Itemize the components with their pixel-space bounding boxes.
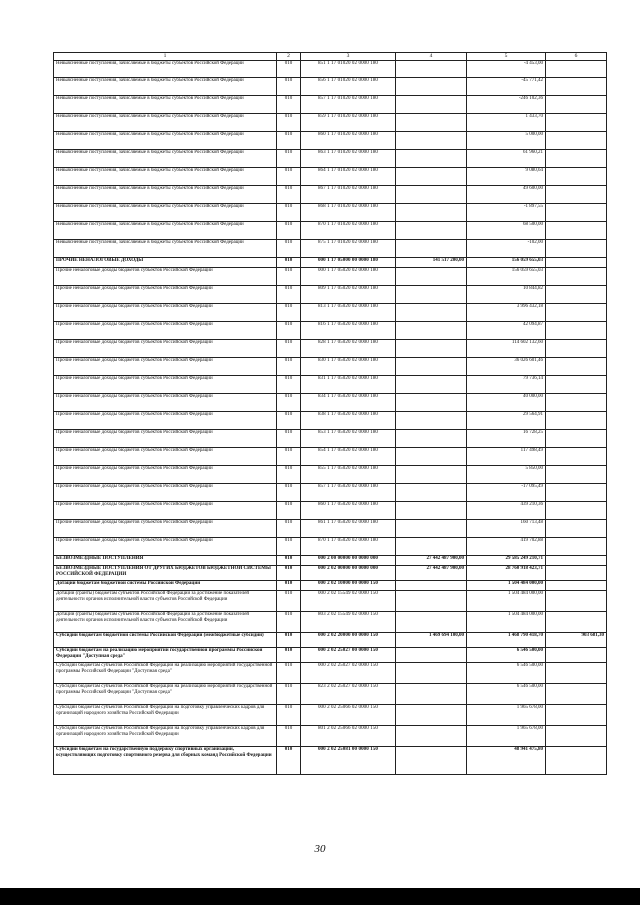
- row-unexecuted-amount: [546, 705, 607, 726]
- row-unexecuted-amount: [546, 150, 607, 168]
- row-description: Прочие неналоговые доходы бюджетов субъектов Российской Федерации: [54, 412, 277, 430]
- row-executed-amount: 156 059 655,03: [467, 258, 546, 268]
- row-line-code: 010: [277, 204, 301, 222]
- row-unexecuted-amount: [546, 566, 607, 581]
- row-budget-code: 000 2 02 10000 00 0000 150: [301, 581, 396, 591]
- row-budget-code: 864 1 17 01020 02 0000 180: [301, 168, 396, 186]
- table-row: [54, 538, 607, 556]
- table-row: [54, 204, 607, 222]
- row-approved-amount: [396, 663, 467, 684]
- row-executed-amount: 5 850,00: [467, 466, 546, 484]
- table-row: [54, 520, 607, 538]
- row-approved-amount: [396, 61, 467, 78]
- table-row: [54, 581, 607, 591]
- row-approved-amount: [396, 520, 467, 538]
- row-budget-code: 831 1 17 05020 02 0000 180: [301, 376, 396, 394]
- row-line-code: 010: [277, 394, 301, 412]
- row-executed-amount: 117 498,49: [467, 448, 546, 466]
- row-executed-amount: 68 500,00: [467, 222, 546, 240]
- row-budget-code: 867 1 17 01020 02 0000 180: [301, 186, 396, 204]
- row-approved-amount: 27 442 487 900,00: [396, 566, 467, 581]
- row-description: Прочие неналоговые доходы бюджетов субъектов Российской Федерации: [54, 466, 277, 484]
- row-line-code: 010: [277, 96, 301, 114]
- row-description: Невыясненные поступления, зачисляемые в бюджеты субъектов Российской Федерации: [54, 168, 277, 186]
- row-unexecuted-amount: [546, 204, 607, 222]
- row-line-code: 010: [277, 430, 301, 448]
- row-unexecuted-amount: [546, 684, 607, 705]
- row-approved-amount: [396, 340, 467, 358]
- row-unexecuted-amount: [546, 502, 607, 520]
- row-executed-amount: 5 000,00: [467, 132, 546, 150]
- row-unexecuted-amount: [546, 448, 607, 466]
- table-row: [54, 286, 607, 304]
- row-unexecuted-amount: [546, 322, 607, 340]
- table-row: [54, 484, 607, 502]
- row-approved-amount: [396, 648, 467, 663]
- row-description: Прочие неналоговые доходы бюджетов субъектов Российской Федерации: [54, 394, 277, 412]
- row-description: ПРОЧИЕ НЕНАЛОГОВЫЕ ДОХОДЫ: [54, 258, 277, 268]
- row-line-code: 010: [277, 612, 301, 633]
- row-approved-amount: [396, 394, 467, 412]
- row-unexecuted-amount: [546, 186, 607, 204]
- row-line-code: 010: [277, 240, 301, 258]
- row-unexecuted-amount: [546, 591, 607, 612]
- row-description: БЕЗВОЗМЕЗДНЫЕ ПОСТУПЛЕНИЯ ОТ ДРУГИХ БЮДЖЕТОВ БЮДЖЕТНОЙ СИСТЕМЫ РОССИЙСКОЙ ФЕДЕРАЦИИ: [54, 566, 277, 581]
- row-budget-code: 857 1 17 05020 02 0000 180: [301, 484, 396, 502]
- row-unexecuted-amount: [546, 747, 607, 775]
- row-executed-amount: 29 564,91: [467, 412, 546, 430]
- row-description: Прочие неналоговые доходы бюджетов субъектов Российской Федерации: [54, 376, 277, 394]
- row-line-code: 010: [277, 150, 301, 168]
- row-budget-code: 838 1 17 05020 02 0000 180: [301, 412, 396, 430]
- row-executed-amount: 1 965 678,00: [467, 726, 546, 747]
- row-budget-code: 868 1 17 01020 02 0000 180: [301, 204, 396, 222]
- row-unexecuted-amount: [546, 581, 607, 591]
- row-description: Невыясненные поступления, зачисляемые в бюджеты субъектов Российской Федерации: [54, 240, 277, 258]
- row-description: Прочие неналоговые доходы бюджетов субъектов Российской Федерации: [54, 268, 277, 286]
- row-approved-amount: 141 517 200,00: [396, 258, 467, 268]
- row-executed-amount: 1 504 484 000,00: [467, 581, 546, 591]
- row-unexecuted-amount: [546, 168, 607, 186]
- row-description: Прочие неналоговые доходы бюджетов субъектов Российской Федерации: [54, 286, 277, 304]
- row-line-code: 010: [277, 340, 301, 358]
- header-col-4: 4: [396, 53, 467, 61]
- row-approved-amount: [396, 376, 467, 394]
- row-executed-amount: 1 965 678,00: [467, 705, 546, 726]
- table-row: [54, 684, 607, 705]
- row-unexecuted-amount: [546, 412, 607, 430]
- table-row: [54, 726, 607, 747]
- row-unexecuted-amount: [546, 258, 607, 268]
- row-description: Субсидии бюджетам субъектов Российской Федерации на реализацию мероприятий государственной программы Российской Федерации "Доступная среда": [54, 684, 277, 705]
- row-approved-amount: [396, 150, 467, 168]
- row-description: Субсидии бюджетам субъектов Российской Федерации на реализацию мероприятий государственной программы Российской Федерации "Доступная среда": [54, 663, 277, 684]
- row-budget-code: 830 1 17 05020 02 0000 180: [301, 358, 396, 376]
- row-description: Субсидии бюджетам на государственную поддержку спортивных организаций, осуществляющих подготовку спортивного резерва для сборных команд Российской Федерации: [54, 747, 277, 775]
- table-row: [54, 240, 607, 258]
- table-body: [54, 53, 607, 775]
- row-unexecuted-amount: [546, 78, 607, 96]
- row-line-code: 010: [277, 466, 301, 484]
- row-approved-amount: [396, 705, 467, 726]
- row-approved-amount: [396, 304, 467, 322]
- row-executed-amount: 1 468 790 418,70: [467, 633, 546, 648]
- row-line-code: 010: [277, 556, 301, 566]
- table-row: [54, 96, 607, 114]
- row-budget-code: 801 2 02 25066 02 0000 150: [301, 726, 396, 747]
- row-line-code: 010: [277, 286, 301, 304]
- row-line-code: 010: [277, 538, 301, 556]
- row-approved-amount: [396, 684, 467, 705]
- row-executed-amount: 16 728,25: [467, 430, 546, 448]
- row-description: Прочие неналоговые доходы бюджетов субъектов Российской Федерации: [54, 484, 277, 502]
- row-description: Невыясненные поступления, зачисляемые в бюджеты субъектов Российской Федерации: [54, 61, 277, 78]
- row-unexecuted-amount: [546, 376, 607, 394]
- row-executed-amount: 6 546 500,00: [467, 648, 546, 663]
- row-line-code: 010: [277, 448, 301, 466]
- row-executed-amount: 6 546 500,00: [467, 663, 546, 684]
- row-executed-amount: 28 760 918 423,71: [467, 566, 546, 581]
- row-budget-code: 000 2 02 25027 00 0000 150: [301, 648, 396, 663]
- row-approved-amount: [396, 204, 467, 222]
- table-row: [54, 168, 607, 186]
- table-row: [54, 566, 607, 581]
- row-budget-code: 000 2 02 00000 00 0000 000: [301, 566, 396, 581]
- row-approved-amount: 27 442 487 900,00: [396, 556, 467, 566]
- row-unexecuted-amount: [546, 726, 607, 747]
- row-unexecuted-amount: [546, 648, 607, 663]
- row-line-code: 010: [277, 502, 301, 520]
- row-executed-amount: 48 941 475,80: [467, 747, 546, 775]
- revenue-table: [53, 52, 607, 775]
- header-col-6: 6: [546, 53, 607, 61]
- row-executed-amount: -17 095,49: [467, 484, 546, 502]
- row-line-code: 010: [277, 304, 301, 322]
- table-row: [54, 612, 607, 633]
- table-row: [54, 340, 607, 358]
- row-line-code: 010: [277, 376, 301, 394]
- table-row: [54, 556, 607, 566]
- row-executed-amount: 79 736,14: [467, 376, 546, 394]
- row-description: Прочие неналоговые доходы бюджетов субъектов Российской Федерации: [54, 304, 277, 322]
- row-approved-amount: [396, 726, 467, 747]
- row-approved-amount: [396, 322, 467, 340]
- row-description: Субсидии бюджетам субъектов Российской Федерации на подготовку управленческих кадров для организаций народного хозяйства Российской Федерации: [54, 726, 277, 747]
- row-approved-amount: 1 469 694 100,00: [396, 633, 467, 648]
- row-executed-amount: 1 504 484 000,00: [467, 612, 546, 633]
- row-unexecuted-amount: [546, 394, 607, 412]
- page-number: 30: [314, 843, 326, 855]
- row-budget-code: 803 2 02 15549 02 0000 150: [301, 612, 396, 633]
- row-approved-amount: [396, 448, 467, 466]
- row-line-code: 010: [277, 186, 301, 204]
- row-line-code: 010: [277, 132, 301, 150]
- row-description: Невыясненные поступления, зачисляемые в бюджеты субъектов Российской Федерации: [54, 150, 277, 168]
- table-row: [54, 705, 607, 726]
- row-line-code: 010: [277, 222, 301, 240]
- scan-border: [0, 888, 640, 905]
- row-budget-code: 813 1 17 05020 02 0000 180: [301, 304, 396, 322]
- row-unexecuted-amount: [546, 430, 607, 448]
- row-unexecuted-amount: [546, 612, 607, 633]
- row-unexecuted-amount: 903 681,30: [546, 633, 607, 648]
- row-unexecuted-amount: [546, 304, 607, 322]
- row-budget-code: 809 1 17 05020 02 0000 180: [301, 286, 396, 304]
- row-description: Невыясненные поступления, зачисляемые в бюджеты субъектов Российской Федерации: [54, 204, 277, 222]
- row-approved-amount: [396, 286, 467, 304]
- row-executed-amount: 6 546 500,00: [467, 684, 546, 705]
- row-executed-amount: -4 453,00: [467, 61, 546, 78]
- row-description: Прочие неналоговые доходы бюджетов субъектов Российской Федерации: [54, 448, 277, 466]
- row-unexecuted-amount: [546, 484, 607, 502]
- row-approved-amount: [396, 612, 467, 633]
- row-line-code: 010: [277, 591, 301, 612]
- row-line-code: 010: [277, 581, 301, 591]
- row-approved-amount: [396, 502, 467, 520]
- row-executed-amount: 40 000,00: [467, 394, 546, 412]
- row-budget-code: 853 1 17 05020 02 0000 180: [301, 430, 396, 448]
- row-executed-amount: 49 600,00: [467, 186, 546, 204]
- row-description: БЕЗВОЗМЕЗДНЫЕ ПОСТУПЛЕНИЯ: [54, 556, 277, 566]
- row-approved-amount: [396, 591, 467, 612]
- row-description: Прочие неналоговые доходы бюджетов субъектов Российской Федерации: [54, 430, 277, 448]
- header-col-1: 1: [54, 53, 277, 61]
- row-description: Субсидии бюджетам бюджетной системы Российской Федерации (межбюджетные субсидии): [54, 633, 277, 648]
- row-executed-amount: 10 844,82: [467, 286, 546, 304]
- row-description: Дотации (гранты) бюджетам субъектов Российской Федерации за достижение показателей деятельности органов исполнительной власти субъектов Российской Федерации: [54, 612, 277, 633]
- table-row: [54, 648, 607, 663]
- row-executed-amount: 29 585 249 210,71: [467, 556, 546, 566]
- row-unexecuted-amount: [546, 222, 607, 240]
- row-description: Прочие неналоговые доходы бюджетов субъектов Российской Федерации: [54, 520, 277, 538]
- row-unexecuted-amount: [546, 61, 607, 78]
- table-row: [54, 186, 607, 204]
- row-budget-code: 851 1 17 01020 02 0000 180: [301, 61, 396, 78]
- row-budget-code: 855 1 17 05020 02 0000 180: [301, 466, 396, 484]
- row-line-code: 010: [277, 258, 301, 268]
- table-row: [54, 358, 607, 376]
- row-line-code: 010: [277, 358, 301, 376]
- row-line-code: 010: [277, 268, 301, 286]
- row-approved-amount: [396, 430, 467, 448]
- row-executed-amount: 160 713,48: [467, 520, 546, 538]
- table-row: [54, 412, 607, 430]
- row-approved-amount: [396, 78, 467, 96]
- row-unexecuted-amount: [546, 340, 607, 358]
- row-unexecuted-amount: [546, 268, 607, 286]
- table-row: [54, 222, 607, 240]
- row-executed-amount: 1 504 484 000,00: [467, 591, 546, 612]
- row-approved-amount: [396, 96, 467, 114]
- row-approved-amount: [396, 538, 467, 556]
- table-row: [54, 394, 607, 412]
- row-description: Субсидии бюджетам субъектов Российской Федерации на подготовку управленческих кадров для организаций народного хозяйства Российской Федерации: [54, 705, 277, 726]
- table-row: [54, 258, 607, 268]
- row-executed-amount: 61 960,21: [467, 150, 546, 168]
- table-header-row: [54, 53, 607, 61]
- row-approved-amount: [396, 466, 467, 484]
- row-budget-code: 000 2 02 15549 02 0000 150: [301, 591, 396, 612]
- row-approved-amount: [396, 484, 467, 502]
- row-description: Дотации бюджетам бюджетной системы Российской Федерации: [54, 581, 277, 591]
- row-description: Прочие неналоговые доходы бюджетов субъектов Российской Федерации: [54, 358, 277, 376]
- row-description: Невыясненные поступления, зачисляемые в бюджеты субъектов Российской Федерации: [54, 186, 277, 204]
- row-executed-amount: -1 897,55: [467, 204, 546, 222]
- row-unexecuted-amount: [546, 240, 607, 258]
- row-description: Прочие неналоговые доходы бюджетов субъектов Российской Федерации: [54, 538, 277, 556]
- row-line-code: 010: [277, 684, 301, 705]
- row-description: Невыясненные поступления, зачисляемые в бюджеты субъектов Российской Федерации: [54, 96, 277, 114]
- row-unexecuted-amount: [546, 556, 607, 566]
- row-budget-code: 860 1 17 05020 02 0000 180: [301, 502, 396, 520]
- row-approved-amount: [396, 222, 467, 240]
- row-approved-amount: [396, 268, 467, 286]
- row-budget-code: 000 2 02 25081 00 0000 150: [301, 747, 396, 775]
- row-unexecuted-amount: [546, 663, 607, 684]
- row-budget-code: 000 2 02 20000 00 0000 150: [301, 633, 396, 648]
- row-budget-code: 861 1 17 05020 02 0000 180: [301, 520, 396, 538]
- row-budget-code: 859 1 17 01020 02 0000 180: [301, 114, 396, 132]
- row-unexecuted-amount: [546, 96, 607, 114]
- row-executed-amount: -246 102,36: [467, 96, 546, 114]
- row-line-code: 010: [277, 726, 301, 747]
- row-unexecuted-amount: [546, 358, 607, 376]
- row-description: Невыясненные поступления, зачисляемые в бюджеты субъектов Российской Федерации: [54, 78, 277, 96]
- row-unexecuted-amount: [546, 538, 607, 556]
- row-line-code: 010: [277, 114, 301, 132]
- row-line-code: 010: [277, 168, 301, 186]
- row-budget-code: 856 1 17 01020 02 0000 180: [301, 78, 396, 96]
- table-row: [54, 150, 607, 168]
- row-unexecuted-amount: [546, 466, 607, 484]
- row-description: Дотации (гранты) бюджетам субъектов Российской Федерации за достижение показателей деятельности органов исполнительной власти субъектов Российской Федерации: [54, 591, 277, 612]
- row-unexecuted-amount: [546, 286, 607, 304]
- row-description: Невыясненные поступления, зачисляемые в бюджеты субъектов Российской Федерации: [54, 132, 277, 150]
- header-col-3: 3: [301, 53, 396, 61]
- row-budget-code: 857 1 17 01020 02 0000 180: [301, 96, 396, 114]
- row-budget-code: 863 1 17 01020 02 0000 180: [301, 150, 396, 168]
- row-budget-code: 870 1 17 01020 02 0000 180: [301, 222, 396, 240]
- row-description: Прочие неналоговые доходы бюджетов субъектов Российской Федерации: [54, 322, 277, 340]
- table-row: [54, 61, 607, 78]
- row-approved-amount: [396, 186, 467, 204]
- row-unexecuted-amount: [546, 132, 607, 150]
- row-budget-code: 834 1 17 05020 02 0000 180: [301, 394, 396, 412]
- row-executed-amount: 9 080,64: [467, 168, 546, 186]
- row-approved-amount: [396, 412, 467, 430]
- row-executed-amount: 439 210,36: [467, 502, 546, 520]
- row-line-code: 010: [277, 747, 301, 775]
- row-budget-code: 875 1 17 01020 02 0000 180: [301, 240, 396, 258]
- table-row: [54, 78, 607, 96]
- header-col-5: 5: [467, 53, 546, 61]
- row-budget-code: 823 2 02 25027 02 0000 150: [301, 684, 396, 705]
- table-row: [54, 430, 607, 448]
- row-budget-code: 816 1 17 05020 02 0000 180: [301, 322, 396, 340]
- row-line-code: 010: [277, 648, 301, 663]
- table-row: [54, 663, 607, 684]
- row-line-code: 010: [277, 412, 301, 430]
- row-description: Невыясненные поступления, зачисляемые в бюджеты субъектов Российской Федерации: [54, 114, 277, 132]
- row-unexecuted-amount: [546, 114, 607, 132]
- table-row: [54, 466, 607, 484]
- row-executed-amount: 3 996 432,18: [467, 304, 546, 322]
- row-approved-amount: [396, 581, 467, 591]
- row-line-code: 010: [277, 520, 301, 538]
- row-budget-code: 000 2 00 00000 00 0000 000: [301, 556, 396, 566]
- row-line-code: 010: [277, 322, 301, 340]
- table-row: [54, 376, 607, 394]
- row-approved-amount: [396, 114, 467, 132]
- header-col-2: 2: [277, 53, 301, 61]
- row-unexecuted-amount: [546, 520, 607, 538]
- table-row: [54, 633, 607, 648]
- table-row: [54, 114, 607, 132]
- row-executed-amount: 1 433,70: [467, 114, 546, 132]
- row-approved-amount: [396, 132, 467, 150]
- row-line-code: 010: [277, 484, 301, 502]
- row-executed-amount: 42 094,87: [467, 322, 546, 340]
- table-row: [54, 502, 607, 520]
- row-budget-code: 000 1 17 05000 00 0000 180: [301, 258, 396, 268]
- row-executed-amount: 419 702,88: [467, 538, 546, 556]
- row-executed-amount: -102,00: [467, 240, 546, 258]
- table-row: [54, 591, 607, 612]
- row-budget-code: 860 1 17 01020 02 0000 180: [301, 132, 396, 150]
- row-line-code: 010: [277, 705, 301, 726]
- row-budget-code: 000 2 02 25027 02 0000 150: [301, 663, 396, 684]
- row-line-code: 010: [277, 566, 301, 581]
- row-line-code: 010: [277, 663, 301, 684]
- table-row: [54, 304, 607, 322]
- table-row: [54, 132, 607, 150]
- row-description: Прочие неналоговые доходы бюджетов субъектов Российской Федерации: [54, 340, 277, 358]
- row-line-code: 010: [277, 61, 301, 78]
- row-description: Субсидии бюджетам на реализацию мероприятий государственной программы Российской Федерации "Доступная среда": [54, 648, 277, 663]
- row-budget-code: 828 1 17 05020 02 0000 180: [301, 340, 396, 358]
- row-budget-code: 870 1 17 05020 02 0000 180: [301, 538, 396, 556]
- table-row: [54, 268, 607, 286]
- row-executed-amount: -45 771,42: [467, 78, 546, 96]
- row-approved-amount: [396, 358, 467, 376]
- row-budget-code: 854 1 17 05020 02 0000 180: [301, 448, 396, 466]
- row-approved-amount: [396, 168, 467, 186]
- table-row: [54, 747, 607, 775]
- row-description: Невыясненные поступления, зачисляемые в бюджеты субъектов Российской Федерации: [54, 222, 277, 240]
- row-budget-code: 000 2 02 25066 02 0000 150: [301, 705, 396, 726]
- row-executed-amount: 156 059 655,03: [467, 268, 546, 286]
- row-description: Прочие неналоговые доходы бюджетов субъектов Российской Федерации: [54, 502, 277, 520]
- table-row: [54, 322, 607, 340]
- row-line-code: 010: [277, 78, 301, 96]
- row-approved-amount: [396, 240, 467, 258]
- row-executed-amount: 114 602 132,60: [467, 340, 546, 358]
- table-row: [54, 448, 607, 466]
- row-budget-code: 000 1 17 05020 02 0000 180: [301, 268, 396, 286]
- row-approved-amount: [396, 747, 467, 775]
- row-executed-amount: 36 026 601,46: [467, 358, 546, 376]
- row-line-code: 010: [277, 633, 301, 648]
